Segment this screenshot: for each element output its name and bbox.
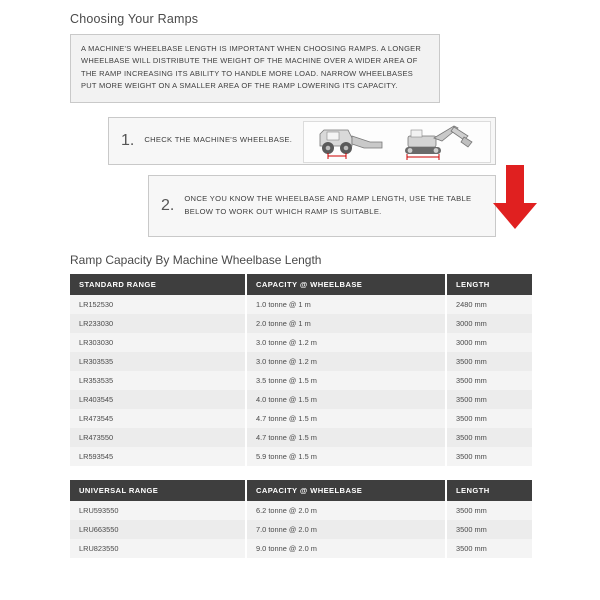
cell-capacity: 2.0 tonne @ 1 m <box>246 314 446 333</box>
table-row <box>70 447 532 466</box>
machine-illustration <box>304 122 490 162</box>
machine-illustration-panel <box>303 121 491 163</box>
tables-title: Ramp Capacity By Machine Wheelbase Length <box>70 252 322 267</box>
cell-length: 3500 mm <box>446 371 532 390</box>
cell-length: 3500 mm <box>446 390 532 409</box>
cell-model: LR593545 <box>70 447 246 466</box>
cell-capacity: 1.0 tonne @ 1 m <box>246 295 446 314</box>
cell-model: LR303535 <box>70 352 246 371</box>
table-header-row <box>70 274 532 295</box>
column-header-range: STANDARD RANGE <box>70 274 246 295</box>
cell-length: 3500 mm <box>446 520 532 539</box>
page-title: Choosing Your Ramps <box>70 12 199 26</box>
standard-range-table <box>70 274 532 466</box>
table-row <box>70 314 532 333</box>
excavator-icon <box>405 126 472 160</box>
table-row <box>70 501 532 520</box>
down-arrow <box>490 165 540 231</box>
steps-container <box>70 117 572 247</box>
cell-capacity: 3.0 tonne @ 1.2 m <box>246 352 446 371</box>
intro-panel <box>70 34 440 103</box>
table-row <box>70 352 532 371</box>
table-row <box>70 333 532 352</box>
down-arrow-icon <box>490 165 540 231</box>
step-2-number: 2. <box>161 196 175 214</box>
column-header-length: LENGTH <box>446 274 532 295</box>
cell-capacity: 4.7 tonne @ 1.5 m <box>246 428 446 447</box>
cell-capacity: 3.0 tonne @ 1.2 m <box>246 333 446 352</box>
table-row <box>70 295 532 314</box>
step-1-label: CHECK THE MACHINE'S WHEELBASE. <box>144 135 293 145</box>
column-header-range: UNIVERSAL RANGE <box>70 480 246 501</box>
cell-model: LR353535 <box>70 371 246 390</box>
column-header-capacity: CAPACITY @ WHEELBASE <box>246 480 446 501</box>
cell-model: LR303030 <box>70 333 246 352</box>
cell-model: LR473545 <box>70 409 246 428</box>
cell-capacity: 3.5 tonne @ 1.5 m <box>246 371 446 390</box>
cell-length: 3500 mm <box>446 501 532 520</box>
step-1 <box>108 117 496 165</box>
column-header-length: LENGTH <box>446 480 532 501</box>
table-row <box>70 428 532 447</box>
cell-capacity: 7.0 tonne @ 2.0 m <box>246 520 446 539</box>
skid-steer-loader-icon <box>320 130 382 159</box>
cell-model: LR233030 <box>70 314 246 333</box>
cell-capacity: 5.9 tonne @ 1.5 m <box>246 447 446 466</box>
cell-length: 3000 mm <box>446 314 532 333</box>
cell-length: 3000 mm <box>446 333 532 352</box>
column-header-capacity: CAPACITY @ WHEELBASE <box>246 274 446 295</box>
cell-capacity: 4.7 tonne @ 1.5 m <box>246 409 446 428</box>
cell-length: 3500 mm <box>446 539 532 558</box>
intro-text: A MACHINE'S WHEELBASE LENGTH IS IMPORTANT WHEN CHOOSING RAMPS. A LONGER WHEELBASE WILL DISTRIBUTE THE WEIGHT OF THE MACHINE OVER A WIDER AREA OF THE RAMP INCREASING ITS ABILITY TO HANDLE MORE LOAD. NARROW WHEELBASES PUT MORE WEIGHT ON A SMALLER AREA OF THE RAMP LOWERING ITS CAPACITY. <box>81 44 422 91</box>
cell-length: 3500 mm <box>446 447 532 466</box>
cell-capacity: 4.0 tonne @ 1.5 m <box>246 390 446 409</box>
table-row <box>70 390 532 409</box>
step-1-number: 1. <box>121 131 135 149</box>
table-row <box>70 539 532 558</box>
table-header-row <box>70 480 532 501</box>
table-row <box>70 371 532 390</box>
cell-length: 3500 mm <box>446 352 532 371</box>
cell-length: 3500 mm <box>446 428 532 447</box>
step-2 <box>148 175 496 237</box>
cell-length: 2480 mm <box>446 295 532 314</box>
cell-length: 3500 mm <box>446 409 532 428</box>
table-row <box>70 409 532 428</box>
cell-model: LRU593550 <box>70 501 246 520</box>
cell-model: LRU823550 <box>70 539 246 558</box>
cell-model: LR152530 <box>70 295 246 314</box>
cell-model: LRU663550 <box>70 520 246 539</box>
table-row <box>70 520 532 539</box>
cell-capacity: 9.0 tonne @ 2.0 m <box>246 539 446 558</box>
universal-range-table <box>70 480 532 558</box>
cell-capacity: 6.2 tonne @ 2.0 m <box>246 501 446 520</box>
cell-model: LR473550 <box>70 428 246 447</box>
step-2-label: ONCE YOU KNOW THE WHEELBASE AND RAMP LENGTH, USE THE TABLE BELOW TO WORK OUT WHICH RAMP IS SUITABLE. <box>184 193 472 216</box>
cell-model: LR403545 <box>70 390 246 409</box>
